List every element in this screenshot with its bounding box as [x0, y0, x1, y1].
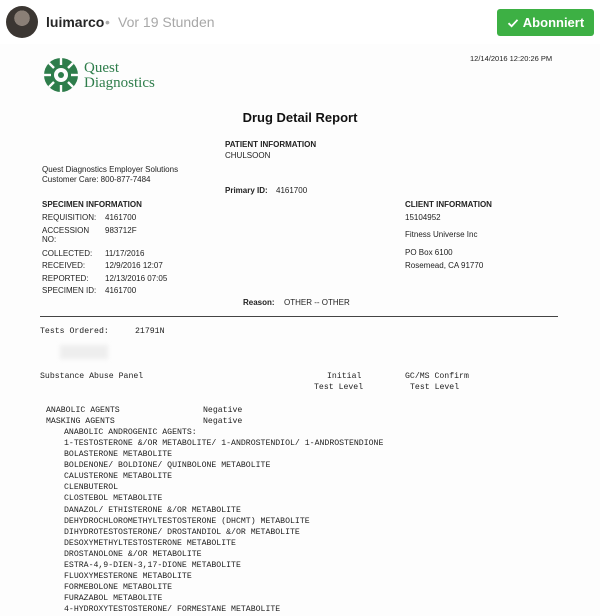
- divider: [40, 316, 558, 317]
- report-title: Drug Detail Report: [242, 110, 358, 125]
- specimen-label: SPECIMEN ID:: [42, 286, 97, 295]
- col-gcms: GC/MS Confirm: [405, 372, 469, 381]
- result-name: MASKING AGENTS: [46, 417, 115, 426]
- following-button-label: Abonniert: [522, 15, 585, 30]
- col-gcms-sub: Test Level: [410, 383, 460, 392]
- checkmark-icon: [507, 17, 519, 29]
- substance-item: 1-TESTOSTERONE &/OR METABOLITE/ 1-ANDROSTENDIOL/ 1-ANDROSTENDIONE: [64, 439, 384, 448]
- specimen-value: 11/17/2016: [105, 249, 145, 258]
- quest-logo-icon: [42, 56, 80, 94]
- tests-ordered-label: Tests Ordered:: [40, 327, 109, 336]
- post-time: Vor 19 Stunden: [118, 14, 215, 30]
- substance-item: BOLDENONE/ BOLDIONE/ QUINBOLONE METABOLITE: [64, 461, 271, 471]
- substance-item: FURAZABOL METABOLITE: [64, 594, 163, 604]
- specimen-value: 4161700: [105, 286, 137, 295]
- report-image[interactable]: [0, 44, 600, 616]
- reason-label: Reason:: [243, 298, 275, 307]
- specimen-value: 12/9/2016 12:07: [105, 261, 163, 270]
- logo-text-diagnostics: Diagnostics: [84, 75, 155, 91]
- subgroup-heading: ANABOLIC ANDROGENIC AGENTS:: [64, 428, 197, 437]
- specimen-value: 983712F: [105, 226, 137, 235]
- substance-item: CALUSTERONE METABOLITE: [64, 472, 173, 482]
- result-value: Negative: [203, 417, 243, 426]
- separator-dot: •: [105, 14, 110, 30]
- col-initial-sub: Test Level: [314, 383, 364, 392]
- tests-ordered-value: 21791N: [135, 327, 165, 336]
- specimen-value: 12/13/2016 07:05: [105, 274, 168, 283]
- reason-value: OTHER -- OTHER: [284, 298, 350, 307]
- substance-item: DANAZOL/ ETHISTERONE &/OR METABOLITE: [64, 505, 241, 515]
- substance-list: [64, 438, 383, 616]
- patient-heading: PATIENT INFORMATION: [225, 140, 317, 149]
- col-initial: Initial: [327, 372, 362, 381]
- result-value: Negative: [203, 406, 243, 415]
- substance-item: DESOXYMETHYLTESTOSTERONE METABOLITE: [64, 538, 236, 548]
- substance-item: DEHYDROCHLOROMETHYLTESTOSTERONE (DHCMT) METABOLITE: [64, 516, 310, 526]
- specimen-heading: SPECIMEN INFORMATION: [42, 200, 142, 209]
- panel-label: Substance Abuse Panel: [40, 372, 144, 381]
- username-link[interactable]: luimarco: [46, 14, 105, 30]
- report-timestamp: 12/14/2016 12:20:26 PM: [470, 54, 553, 63]
- specimen-label: REPORTED:: [42, 274, 89, 283]
- client-heading: CLIENT INFORMATION: [405, 200, 492, 209]
- quest-logo: [42, 56, 172, 96]
- primary-id-value: 4161700: [276, 186, 308, 195]
- substance-item: FLUOXYMESTERONE METABOLITE: [64, 572, 192, 582]
- following-button[interactable]: [497, 9, 594, 36]
- substance-item: ESTRA-4,9-DIEN-3,17-DIONE METABOLITE: [64, 561, 241, 571]
- specimen-label: RECEIVED:: [42, 261, 86, 270]
- substance-item: DIHYDROTESTOSTERONE/ DROSTANDIOL &/OR METABOLITE: [64, 527, 300, 537]
- employer-name: Quest Diagnostics Employer Solutions: [42, 165, 179, 174]
- specimen-label: ACCESSION: [42, 226, 90, 235]
- substance-item: DROSTANOLONE &/OR METABOLITE: [64, 549, 202, 559]
- primary-id-label: Primary ID:: [225, 186, 268, 195]
- substance-item: BOLASTERONE METABOLITE: [64, 450, 173, 460]
- substance-item: CLENBUTEROL: [64, 483, 119, 493]
- employer-phone: Customer Care: 800-877-7484: [42, 175, 151, 184]
- client-address-line1: PO Box 6100: [405, 248, 453, 257]
- specimen-label: REQUISITION:: [42, 213, 97, 222]
- client-name: Fitness Universe Inc: [405, 230, 478, 239]
- client-address-line2: Rosemead, CA 91770: [405, 261, 484, 270]
- specimen-value: 4161700: [105, 213, 137, 222]
- substance-item: 4-HYDROXYTESTOSTERONE/ FORMESTANE METABOLITE: [64, 605, 281, 615]
- post-header: [0, 0, 600, 44]
- avatar[interactable]: [6, 6, 38, 38]
- redacted-area: [60, 345, 108, 359]
- substance-item: FORMEBOLONE METABOLITE: [64, 583, 173, 593]
- patient-name: CHULSOON: [225, 151, 271, 160]
- logo-text-quest: Quest: [84, 60, 119, 76]
- client-id: 15104952: [405, 213, 441, 222]
- substance-item: CLOSTEBOL METABOLITE: [64, 494, 163, 504]
- specimen-label: NO:: [42, 235, 57, 244]
- result-name: ANABOLIC AGENTS: [46, 406, 120, 415]
- specimen-label: COLLECTED:: [42, 249, 93, 258]
